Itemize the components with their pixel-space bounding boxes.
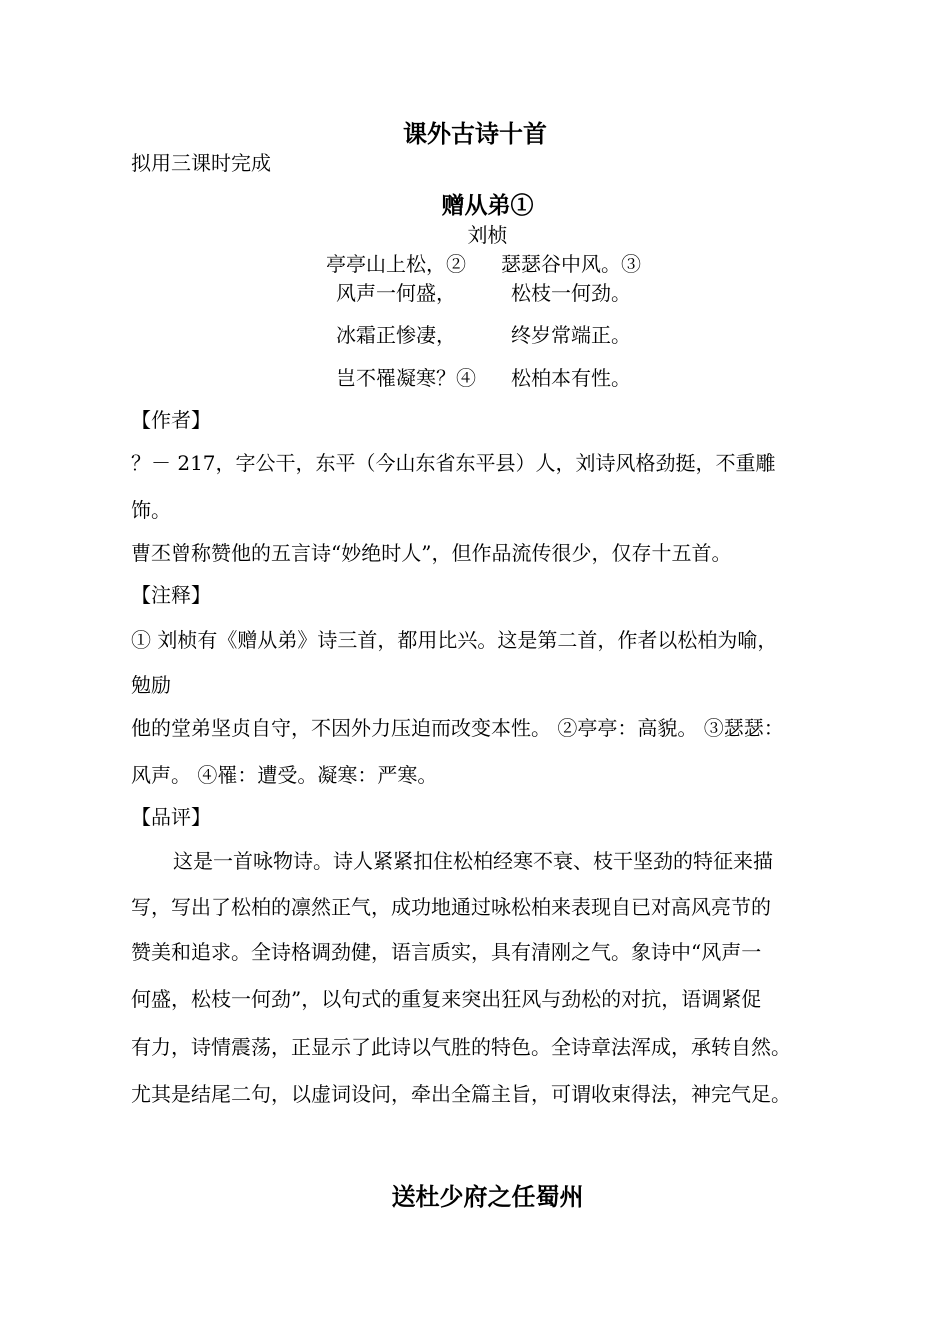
review-text-line: 赞美和追求。全诗格调劲健，语言质实，具有清刚之气。象诗中“风声一 [131,940,762,964]
review-text-line: 写，写出了松柏的凛然正气，成功地通过咏松柏来表现自已对高风亮节的 [131,895,771,919]
review-text-line: 这是一首咏物诗。诗人紧紧扣住松柏经寒不衰、枝干坚劲的特征来描 [173,849,773,873]
poem-title: 赠从弟① [441,192,534,219]
poem-author: 刘桢 [467,223,508,247]
poem-line-2a: 风声一何盛， [336,281,456,305]
plan-note: 拟用三课时完成 [131,151,271,175]
review-text-line: 有力，诗情震荡，正显示了此诗以气胜的特色。全诗章法浑成，承转自然。 [131,1035,791,1059]
poem-line-3b: 终岁常端正。 [511,323,631,347]
poem-line-2b: 松枝一何劲。 [511,281,631,305]
author-heading: 【作者】 [131,408,211,432]
poem-line-4a: 岂不罹凝寒？④ [336,366,476,390]
author-text-line: ？－ 217，字公干，东平（今山东省东平县）人，刘诗风格劲挺，不重雕 [131,451,776,475]
review-heading: 【品评】 [131,805,211,829]
next-poem-title: 送杜少府之任蜀州 [391,1182,584,1211]
author-text-line: 曹丕曾称赞他的五言诗“妙绝时人”，但作品流传很少，仅存十五首。 [131,541,732,565]
notes-heading: 【注释】 [131,583,211,607]
poem-line-3a: 冰霜正惨凄， [336,323,456,347]
notes-text-line: 勉励 [131,673,171,697]
poem-line-1b: 瑟瑟谷中风。③ [501,252,641,276]
review-text-line: 何盛，松枝一何劲”，以句式的重复来突出狂风与劲松的对抗，语调紧促 [131,987,762,1011]
poem-line-4b: 松柏本有性。 [511,366,631,390]
notes-text-line: 他的堂弟坚贞自守，不因外力压迫而改变本性。 ②亭亭：高貌。 ③瑟瑟： [131,716,784,740]
review-text-line: 尤其是结尾二句，以虚词设问，牵出全篇主旨，可谓收束得法，神完气足。 [131,1082,791,1106]
poem-line-1a: 亭亭山上松，② [326,252,466,276]
author-text-line: 饰。 [131,498,171,522]
main-title: 课外古诗十首 [403,119,547,148]
notes-text-line: 风声。 ④罹：遭受。凝寒：严寒。 [131,763,438,787]
notes-text-line: ① 刘桢有《赠从弟》诗三首，都用比兴。这是第二首，作者以松柏为喻， [131,628,778,652]
